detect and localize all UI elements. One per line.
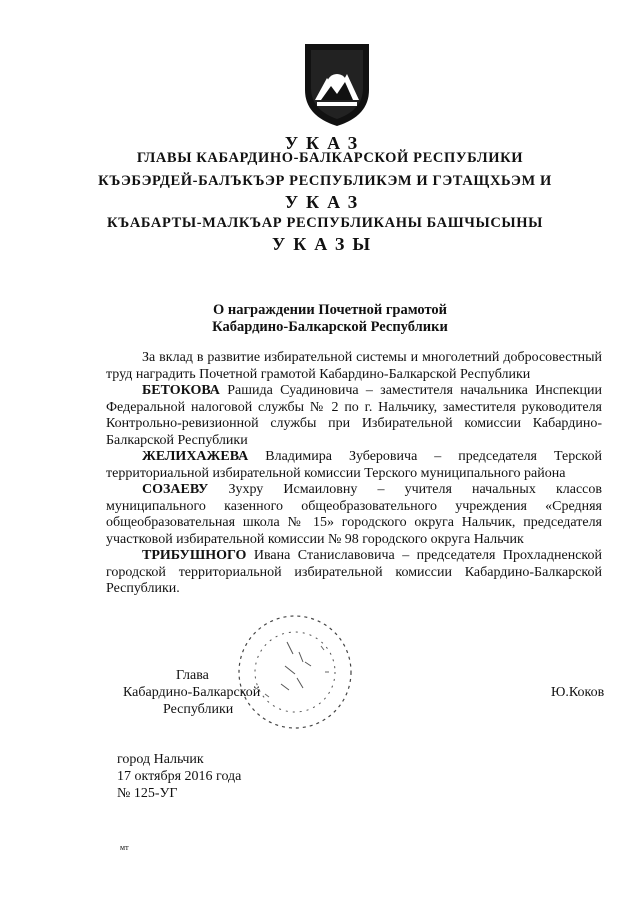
margin-mark: мт <box>120 843 129 852</box>
coat-of-arms-emblem <box>301 40 373 128</box>
header-kab: КЪЭБЭРДЕЙ-БАЛЪКЪЭР РЕСПУБЛИКЭМ И ГЭТАЩХЬЭМ И <box>98 173 552 189</box>
header-bal: КЪАБАРТЫ-МАЛКЪАР РЕСПУБЛИКАНЫ БАШЧЫСЫНЫ <box>107 215 543 231</box>
official-stamp <box>235 612 355 732</box>
ukaz-heading-bal: УКАЗЫ <box>272 234 378 254</box>
ukaz-heading-ru: УКАЗ <box>284 133 366 153</box>
decree-title-line1: О награждении Почетной грамотой <box>212 302 448 318</box>
intro-paragraph: За вклад в развитие избирательной системы и многолетний добросовестный труд наградить Почетной грамотой Кабардино-Балкарской Республики <box>106 350 602 382</box>
decree-body <box>106 350 602 598</box>
signature-title-line3: Республики <box>163 702 234 717</box>
awardee-details: Рашида Суадиновича – заместителя начальника Инспекции Федеральной налоговой службы № 2 по г. Нальчику, заместителя руководителя Контрольно-ревизионной службы при Избирательной комиссии Кабардино-Балкарской Республики <box>106 383 602 448</box>
awardee-name: БЕТОКОВА <box>142 383 220 398</box>
ukaz-heading-kab: УКАЗ <box>284 192 366 212</box>
decree-title-line2: Кабардино-Балкарской Республики <box>212 319 448 335</box>
awardee-paragraph <box>106 548 602 598</box>
awardee-name: ТРИБУШНОГО <box>142 548 247 563</box>
signatory-name: Ю.Коков <box>551 685 605 700</box>
awardee-details: Владимира Зуберовича – председателя Терской территориальной избирательной комиссии Терского муниципального района <box>106 449 602 481</box>
awardee-paragraph <box>106 449 602 482</box>
decree-number: № 125-УГ <box>117 786 178 801</box>
awardee-paragraph <box>106 383 602 449</box>
awardee-details: Зухру Исмаиловну – учителя начальных классов муниципального казенного общеобразовательного учреждения «Средняя общеобразовательная школа № 15» городского округа Нальчик, председателя участковой избирательной комиссии № 98 городского округа Нальчик <box>106 482 602 547</box>
awardee-paragraph <box>106 482 602 548</box>
issue-date: 17 октября 2016 года <box>117 769 242 784</box>
issue-city: город Нальчик <box>117 752 204 767</box>
awardee-name: ЖЕЛИХАЖЕВА <box>142 449 249 464</box>
awardee-name: СОЗАЕВУ <box>142 482 209 497</box>
header-ru: ГЛАВЫ КАБАРДИНО-БАЛКАРСКОЙ РЕСПУБЛИКИ <box>136 150 524 166</box>
signature-title-line2: Кабардино-Балкарской <box>123 685 261 700</box>
awardee-details: Ивана Станиславовича – председателя Прохладненской городской территориальной избирательной комиссии Кабардино-Балкарской Республики. <box>106 548 602 596</box>
signature-title-line1: Глава <box>176 668 209 683</box>
